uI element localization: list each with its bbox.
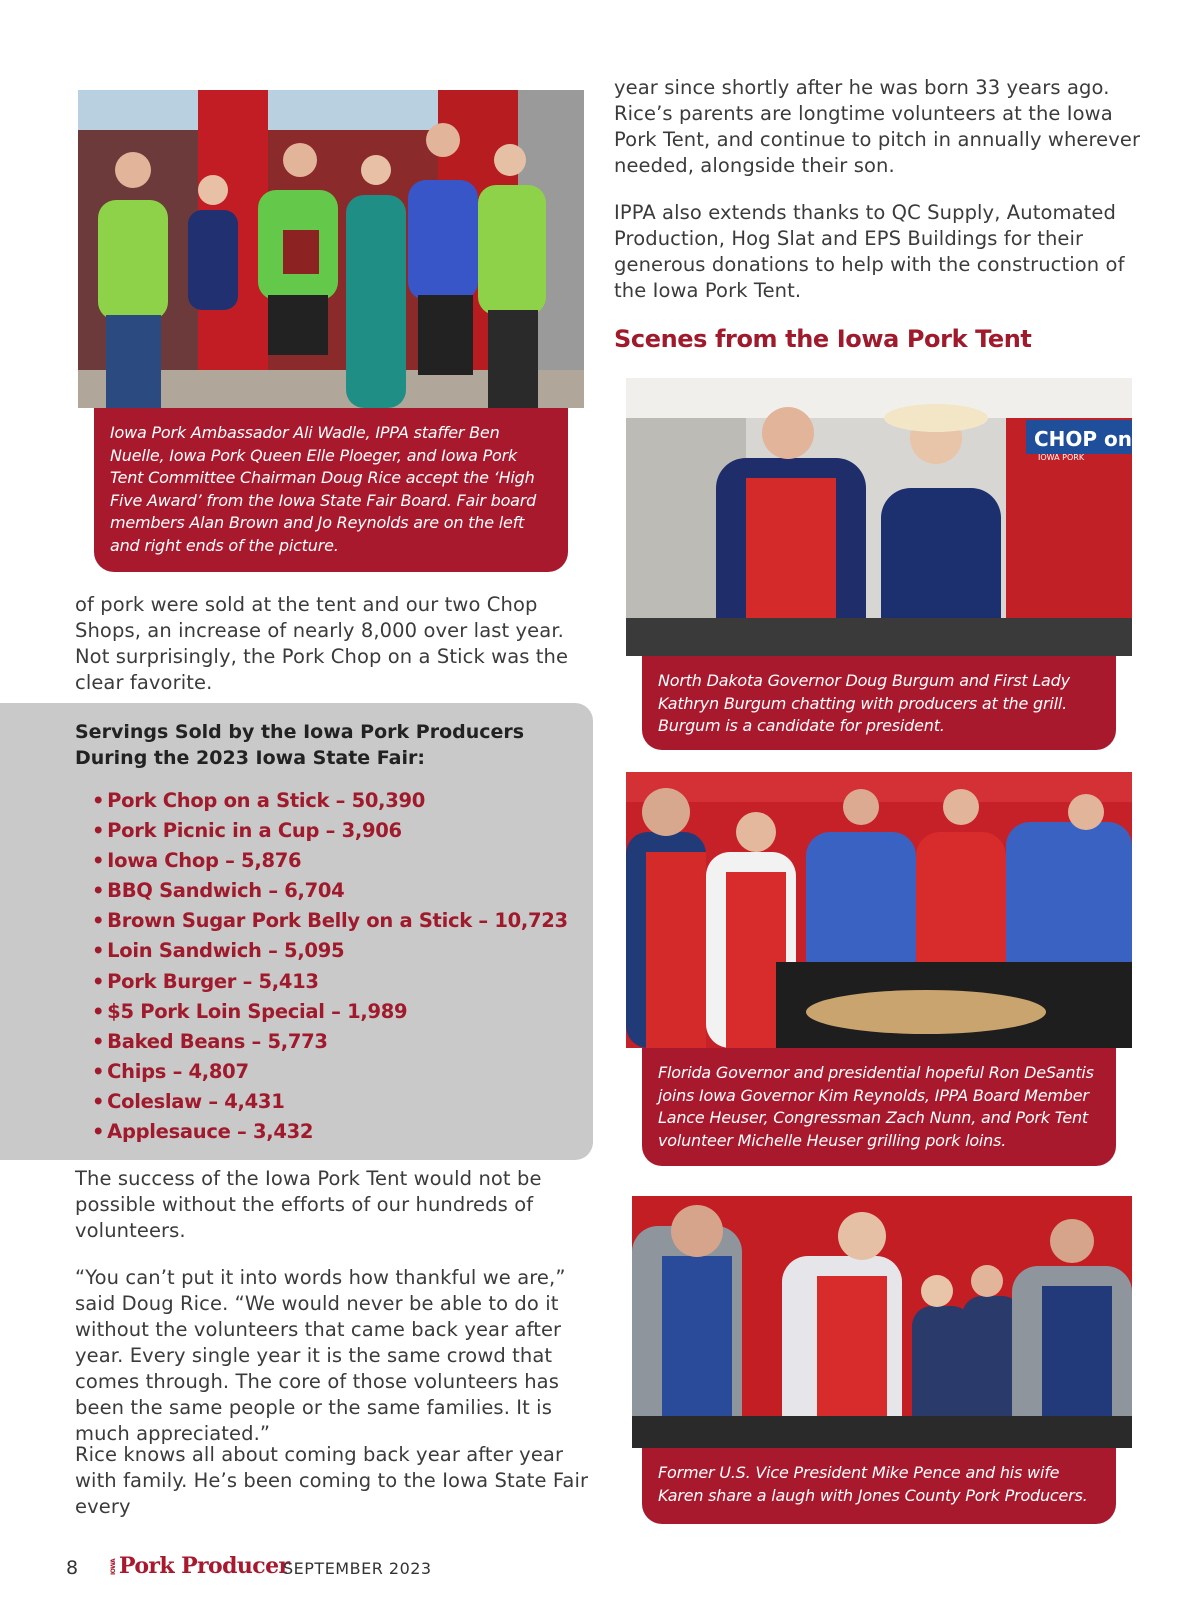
servings-item: • Pork Burger – 5,413 — [92, 969, 319, 993]
servings-item: • Applesauce – 3,432 — [92, 1120, 314, 1144]
photo-pence-caption-text: Former U.S. Vice President Mike Pence and his wife Karen share a laugh with Jones County Pork Producers. — [658, 1463, 1088, 1505]
servings-item: • Loin Sandwich – 5,095 — [92, 939, 345, 963]
servings-item: • Brown Sugar Pork Belly on a Stick – 10,723 — [92, 909, 568, 933]
main-photo — [78, 90, 584, 408]
servings-item: • Pork Chop on a Stick – 50,390 — [92, 789, 426, 812]
publication-logo — [110, 1553, 290, 1579]
left-paragraph-1: of pork were sold at the tent and our two Chop Shops, an increase of nearly 8,000 over last year. Not surprisingly, the Pork Chop on a Stick was the clear favorite. — [75, 593, 569, 694]
page-number: 8 — [66, 1557, 79, 1579]
photo-pence-image — [632, 1196, 1132, 1448]
servings-list — [92, 786, 568, 1147]
main-photo-caption-text: Iowa Pork Ambassador Ali Wadle, IPPA staffer Ben Nuelle, Iowa Pork Queen Elle Ploeger, and Iowa Pork Tent Committee Chairman Doug Rice accept the ‘High Five Award’ from the Iowa State Fair Board. Fair board members Alan Brown and Jo Reynolds are on the left and right ends of the picture. — [110, 423, 537, 555]
photo-desantis — [626, 772, 1132, 1048]
photo-desantis-caption — [642, 1048, 1116, 1166]
right-paragraph-2: IPPA also extends thanks to QC Supply, Automated Production, Hog Slat and EPS Buildings for their generous donations to help with the construction of the Iowa Pork Tent. — [614, 201, 1125, 302]
photo-pence — [632, 1196, 1132, 1448]
left-paragraph-4: Rice knows all about coming back year after year with family. He’s been coming to the Iowa State Fair every — [75, 1443, 589, 1518]
photo-burgum — [626, 378, 1155, 656]
servings-item: • Pork Picnic in a Cup – 3,906 — [92, 819, 402, 843]
main-photo-caption — [94, 408, 568, 572]
servings-item: • BBQ Sandwich – 6,704 — [92, 879, 345, 903]
left-paragraph-3: “You can’t put it into words how thankful we are,” said Doug Rice. “We would never be able to do it without the volunteers that came back year after year. Every single year it is the same crowd that comes through. The core of those volunteers has been the same people or the same families. It is much appreciated.” — [75, 1266, 566, 1445]
issue-date: SEPTEMBER 2023 — [283, 1559, 432, 1578]
photo-desantis-caption-text: Florida Governor and presidential hopeful Ron DeSantis joins Iowa Governor Kim Reynolds, IPPA Board Member Lance Heuser, Congressman Zach Nunn, and Pork Tent volunteer Michelle Heuser grilling pork loins. — [658, 1063, 1094, 1150]
photo-burgum-sign: CHOP on A — [1034, 427, 1155, 451]
servings-item: • Chips – 4,807 — [92, 1059, 249, 1083]
main-photo-image — [78, 90, 584, 408]
photo-burgum-caption — [642, 656, 1116, 750]
servings-title: Servings Sold by the Iowa Pork Producers During the 2023 Iowa State Fair: — [75, 721, 525, 769]
publication-logo-small: IOWA — [110, 1559, 117, 1575]
publication-logo-text: Pork Producer — [119, 1553, 290, 1579]
photo-pence-caption — [642, 1448, 1116, 1524]
right-paragraph-1: year since shortly after he was born 33 years ago. Rice’s parents are longtime volunteers at the Iowa Pork Tent, and continue to pitch in annually wherever needed, alongside their son. — [614, 76, 1141, 177]
servings-item: • Coleslaw – 4,431 — [92, 1089, 285, 1113]
photo-burgum-image — [626, 378, 1155, 656]
photo-burgum-caption-text: North Dakota Governor Doug Burgum and First Lady Kathryn Burgum chatting with producers at the grill. Burgum is a candidate for president. — [658, 671, 1070, 736]
servings-box — [0, 703, 593, 1160]
servings-item: • Baked Beans – 5,773 — [92, 1029, 328, 1053]
photo-burgum-sign-sub: IOWA PORK — [1038, 453, 1085, 462]
servings-item: • Iowa Chop – 5,876 — [92, 849, 302, 873]
section-heading: Scenes from the Iowa Pork Tent — [614, 325, 1032, 353]
servings-item: • $5 Pork Loin Special – 1,989 — [92, 999, 408, 1023]
left-paragraph-2: The success of the Iowa Pork Tent would not be possible without the efforts of our hundreds of volunteers. — [75, 1167, 542, 1242]
photo-desantis-image — [626, 772, 1132, 1048]
